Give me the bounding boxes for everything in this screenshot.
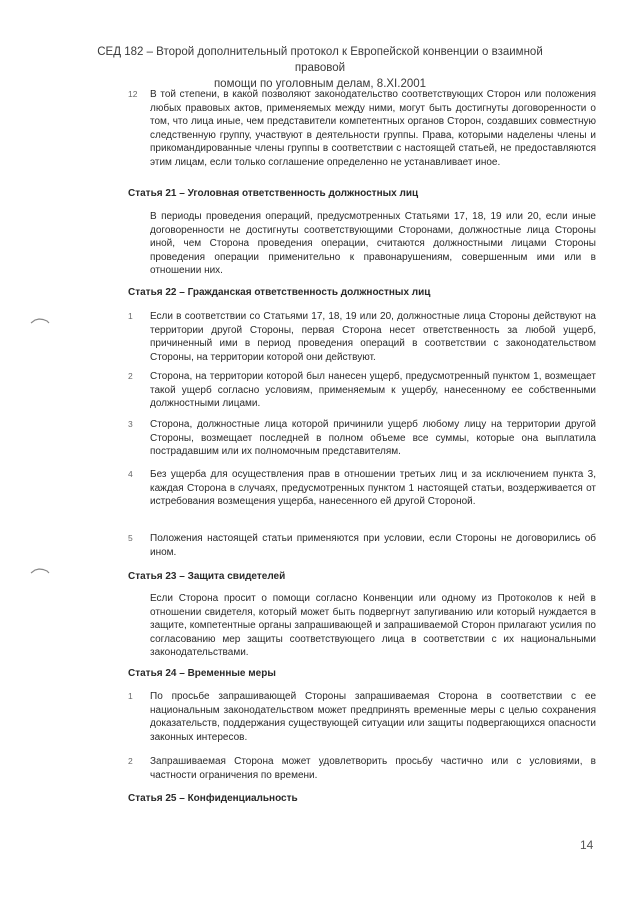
item-number: 12 <box>128 89 138 99</box>
header-line-2: помощи по уголовным делам, 8.XI.2001 <box>213 78 427 90</box>
paragraph: Сторона, должностные лица которой причинили ущерб любому лицу на территории другой Стороны, возмещает последней в полном объеме все суммы, которые она выплатила пострадавшим или их полномочным представителям. <box>150 419 596 458</box>
article-heading: Статья 22 – Гражданская ответственность должностных лиц <box>128 287 431 298</box>
binder-mark-icon <box>30 568 50 574</box>
binder-mark-icon <box>30 318 50 324</box>
article-heading: Статья 23 – Защита свидетелей <box>128 571 286 582</box>
paragraph: Сторона, на территории которой был нанесен ущерб, предусмотренный пунктом 1, возмещает такой ущерб согласно условиям, применяемым к ущербу, нанесенному ее собственными должностными лицами. <box>150 371 596 410</box>
item-number: 1 <box>128 691 133 701</box>
item-number: 2 <box>128 756 133 766</box>
item-number: 1 <box>128 311 133 321</box>
page-number: 14 <box>580 838 594 852</box>
article-heading: Статья 24 – Временные меры <box>128 668 276 679</box>
paragraph: Без ущерба для осуществления прав в отношении третьих лиц и за исключением пункта 3, каждая Сторона в случаях, предусмотренных пунктом 1 настоящей статьи, воздерживается от истребования возмещения ущерба, нанесенного ей другой Стороной. <box>150 469 596 508</box>
item-number: 3 <box>128 419 133 429</box>
paragraph: В той степени, в какой позволяют законодательство соответствующих Сторон или положения любых правовых актов, применяемых между ними, могут быть достигнуты договоренности о том, что лица иные, чем представители компетентных органов Сторон, создавших совместную следственную группу, участвуют в деятельности группы. Права, которыми наделены члены и прикомандированные члены группы в соответствии с настоящей статьей, не предоставляются этим лицам, если только соглашение определенно не устанавливает иное. <box>150 89 596 168</box>
header-line-1: СЕД 182 – Второй дополнительный протокол к Европейской конвенции о взаимной правовой <box>97 46 543 74</box>
item-number: 2 <box>128 371 133 381</box>
article-heading: Статья 21 – Уголовная ответственность должностных лиц <box>128 188 419 199</box>
paragraph: Если Сторона просит о помощи согласно Конвенции или одному из Протоколов к ней в отношении свидетеля, который может быть подвергнут запугиванию или который нуждается в защите, компетентные органы запрашивающей и запрашиваемой Сторон прилагают усилия по согласованию мер защиты соответствующего лица в соответствии с их национальными законодательствами. <box>150 593 596 659</box>
paragraph: Если в соответствии со Статьями 17, 18, 19 или 20, должностные лица Стороны действуют на территории другой Стороны, первая Сторона несет ответственность за любой ущерб, причиненный ими в период проведения операций в соответствии с законодательством Стороны, на территории которой они действуют. <box>150 311 596 363</box>
paragraph: Запрашиваемая Сторона может удовлетворить просьбу частично или с условиями, в частности ограничения по времени. <box>150 756 596 781</box>
paragraph: Положения настоящей статьи применяются при условии, если Стороны не договорились об ином. <box>150 533 596 558</box>
item-number: 5 <box>128 533 133 543</box>
item-number: 4 <box>128 469 133 479</box>
paragraph: По просьбе запрашивающей Стороны запрашиваемая Сторона в соответствии с ее национальным законодательством может предпринять временные меры с целью сохранения доказательств, поддержания существующей ситуации или защиты подвергающихся опасности законных интересов. <box>150 691 596 743</box>
article-heading: Статья 25 – Конфиденциальность <box>128 793 298 804</box>
paragraph: В периоды проведения операций, предусмотренных Статьями 17, 18, 19 или 20, если иные договоренности не достигнуты соответствующими Сторонами, должностные лица Стороны иной, чем Сторона проведения операции, считаются должностными лицами Стороны проведения операции применительно к правонарушениям, совершенным ими или в отношении них. <box>150 211 596 277</box>
